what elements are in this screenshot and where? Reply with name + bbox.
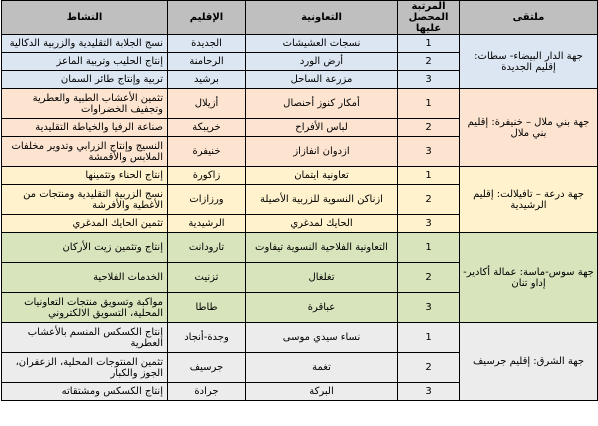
region-cell: خنيفرة [168, 137, 246, 167]
coop-cell: التعاونية الفلاحية النسوية تيفاوت [246, 233, 398, 263]
coop-cell: نساء سيدي موسى [246, 323, 398, 353]
rank-cell: 3 [398, 215, 460, 233]
rank-cell: 2 [398, 353, 460, 383]
activity-cell: تثمين الحايك المدغري [2, 215, 168, 233]
activity-cell: تربية وإنتاج طائر السمان [2, 71, 168, 89]
region-cell: زاكورة [168, 167, 246, 185]
table-row [2, 233, 598, 263]
coop-cell: تغمة [246, 353, 398, 383]
coop-cell: ازناكن النسوية للزربية الأصيلة [246, 185, 398, 215]
header-region: الإقليم [168, 1, 246, 35]
activity-cell: الخدمات الفلاحية [2, 263, 168, 293]
rank-cell: 1 [398, 167, 460, 185]
coop-cell: أمكار كنوز أحنصال [246, 89, 398, 119]
activity-cell: تثمين المنتوجات المحلية، الزعفران، الجوز والكبار [2, 353, 168, 383]
rank-cell: 1 [398, 89, 460, 119]
coop-cell: نسجات العشيشات [246, 35, 398, 53]
region-cell: جرسيف [168, 353, 246, 383]
coop-cell: البركة [246, 383, 398, 401]
activity-cell: إنتاج وتثمين زيت الأركان [2, 233, 168, 263]
activity-cell: إنتاج الكسكس المنسم بالأعشاب العطرية [2, 323, 168, 353]
header-rank: المرتبة المحصل عليها [398, 1, 460, 35]
region-cell: الرحامنة [168, 53, 246, 71]
rank-cell: 2 [398, 119, 460, 137]
annex-cell: جهة بني ملال – خنيفرة: إقليم بني ملال [460, 89, 598, 167]
rank-cell: 1 [398, 323, 460, 353]
region-cell: طاطا [168, 293, 246, 323]
region-cell: الجديدة [168, 35, 246, 53]
coop-cell: تغلغال [246, 263, 398, 293]
region-cell: الرشيدية [168, 215, 246, 233]
activity-cell: نسج الزربية التقليدية ومنتجات من الأغطية والأفرشة [2, 185, 168, 215]
header-activity: النشاط [2, 1, 168, 35]
coop-cell: الحايك لمدغري [246, 215, 398, 233]
activity-cell: تثمين الأعشاب الطبية والعطرية وتجفيف الخضراوات [2, 89, 168, 119]
cooperatives-table [1, 0, 598, 401]
region-cell: تزنيت [168, 263, 246, 293]
rank-cell: 3 [398, 71, 460, 89]
rank-cell: 1 [398, 233, 460, 263]
rank-cell: 2 [398, 263, 460, 293]
annex-cell: جهة سوس-ماسة: عمالة أكادير-إداو تنان [460, 233, 598, 323]
annex-cell: جهة الدار البيضاء- سطات: إقليم الجديدة [460, 35, 598, 89]
annex-cell: جهة درعة – تافيلالت: إقليم الرشيدية [460, 167, 598, 233]
activity-cell: إنتاج الكسكس ومشتقاته [2, 383, 168, 401]
coop-cell: لباس الأفراح [246, 119, 398, 137]
activity-cell: صناعة الرفيا والخياطة التقليدية [2, 119, 168, 137]
rank-cell: 3 [398, 293, 460, 323]
activity-cell: مواكبة وتسويق منتجات التعاونيات المحلية، التسويق الالكتروني [2, 293, 168, 323]
coop-cell: أرض الورد [246, 53, 398, 71]
header-annex: ملتقى [460, 1, 598, 35]
rank-cell: 3 [398, 137, 460, 167]
table-row [2, 35, 598, 53]
table-row [2, 323, 598, 353]
coop-cell: عباقرة [246, 293, 398, 323]
table-row [2, 89, 598, 119]
region-cell: وجدة-أنجاد [168, 323, 246, 353]
coop-cell: تعاونية ايتمان [246, 167, 398, 185]
header-coop: التعاونية [246, 1, 398, 35]
rank-cell: 2 [398, 185, 460, 215]
annex-cell: جهة الشرق: إقليم جرسيف [460, 323, 598, 401]
region-cell: أزيلال [168, 89, 246, 119]
region-cell: تارودانت [168, 233, 246, 263]
activity-cell: إنتاج الحليب وتربية الماعز [2, 53, 168, 71]
activity-cell: النسيج وإنتاج الزرابي وتدوير مخلفات الملابس والأقمشة [2, 137, 168, 167]
region-cell: جرادة [168, 383, 246, 401]
rank-cell: 1 [398, 35, 460, 53]
table-row [2, 167, 598, 185]
coop-cell: ازدوان انفازاز [246, 137, 398, 167]
activity-cell: إنتاج الحناء وتثمينها [2, 167, 168, 185]
region-cell: ورزازات [168, 185, 246, 215]
activity-cell: نسج الجلابة التقليدية والزربية الدكالية [2, 35, 168, 53]
header-row [2, 1, 598, 35]
region-cell: خريبكة [168, 119, 246, 137]
coop-cell: مزرعة الساحل [246, 71, 398, 89]
rank-cell: 2 [398, 53, 460, 71]
region-cell: برشيد [168, 71, 246, 89]
rank-cell: 3 [398, 383, 460, 401]
